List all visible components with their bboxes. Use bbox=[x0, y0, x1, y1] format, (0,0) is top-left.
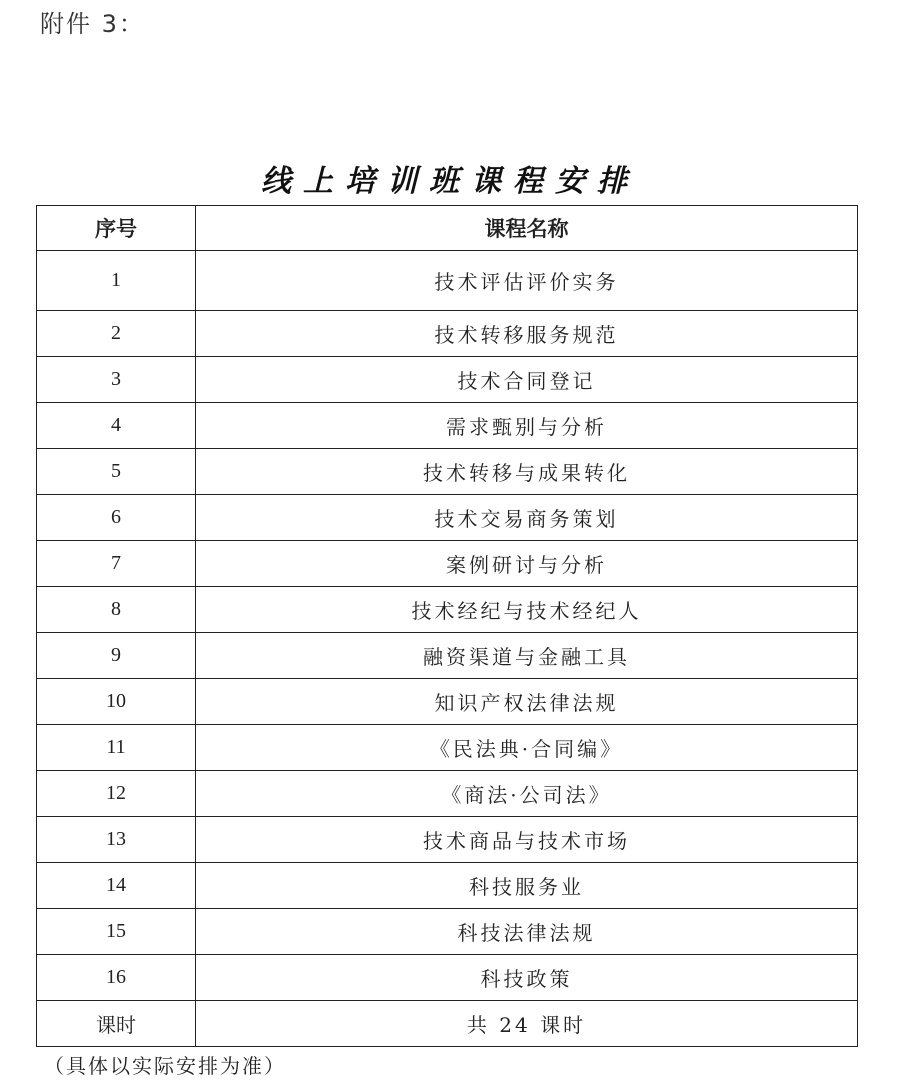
footnote: （具体以实际安排为准） bbox=[44, 1054, 286, 1078]
table-row bbox=[37, 633, 858, 679]
table-row bbox=[37, 587, 858, 633]
row-seq-cell: 5 bbox=[37, 449, 196, 495]
row-seq-cell: 8 bbox=[37, 587, 196, 633]
row-seq-cell: 16 bbox=[37, 955, 196, 1001]
row-seq-cell: 1 bbox=[37, 251, 196, 311]
table-row bbox=[37, 495, 858, 541]
row-course-name-cell: 技术经纪与技术经纪人 bbox=[196, 587, 858, 633]
row-course-name-cell: 融资渠道与金融工具 bbox=[196, 633, 858, 679]
row-course-name-cell: 科技服务业 bbox=[196, 863, 858, 909]
footer-label-cell: 课时 bbox=[37, 1001, 196, 1047]
table-row bbox=[37, 725, 858, 771]
table-row bbox=[37, 909, 858, 955]
row-seq-cell: 12 bbox=[37, 771, 196, 817]
row-seq-cell: 6 bbox=[37, 495, 196, 541]
course-schedule-table bbox=[36, 205, 858, 1047]
row-seq-cell: 4 bbox=[37, 403, 196, 449]
row-course-name-cell: 技术合同登记 bbox=[196, 357, 858, 403]
table-row bbox=[37, 403, 858, 449]
table-row bbox=[37, 679, 858, 725]
row-course-name-cell: 《民法典·合同编》 bbox=[196, 725, 858, 771]
row-seq-cell: 10 bbox=[37, 679, 196, 725]
row-seq-cell: 3 bbox=[37, 357, 196, 403]
attachment-label: 附件 3： bbox=[40, 10, 145, 38]
row-course-name-cell: 需求甄别与分析 bbox=[196, 403, 858, 449]
row-course-name-cell: 科技法律法规 bbox=[196, 909, 858, 955]
table-header-row bbox=[37, 206, 858, 251]
table-row bbox=[37, 449, 858, 495]
document-title: 线上培训班课程安排 bbox=[261, 164, 639, 199]
table-row bbox=[37, 251, 858, 311]
row-course-name-cell: 科技政策 bbox=[196, 955, 858, 1001]
table-row bbox=[37, 541, 858, 587]
row-course-name-cell: 知识产权法律法规 bbox=[196, 679, 858, 725]
footer-total-hours-cell: 共 24 课时 bbox=[196, 1001, 858, 1047]
row-seq-cell: 14 bbox=[37, 863, 196, 909]
row-seq-cell: 9 bbox=[37, 633, 196, 679]
row-seq-cell: 2 bbox=[37, 311, 196, 357]
row-course-name-cell: 《商法·公司法》 bbox=[196, 771, 858, 817]
table-row bbox=[37, 817, 858, 863]
table-row bbox=[37, 311, 858, 357]
row-seq-cell: 15 bbox=[37, 909, 196, 955]
row-course-name-cell: 技术转移服务规范 bbox=[196, 311, 858, 357]
row-seq-cell: 11 bbox=[37, 725, 196, 771]
row-course-name-cell: 技术转移与成果转化 bbox=[196, 449, 858, 495]
table-row bbox=[37, 357, 858, 403]
row-course-name-cell: 案例研讨与分析 bbox=[196, 541, 858, 587]
header-course-name: 课程名称 bbox=[196, 206, 858, 251]
row-course-name-cell: 技术评估评价实务 bbox=[196, 251, 858, 311]
header-seq: 序号 bbox=[37, 206, 196, 251]
table-footer-row bbox=[37, 1001, 858, 1047]
table-row bbox=[37, 863, 858, 909]
row-course-name-cell: 技术交易商务策划 bbox=[196, 495, 858, 541]
table-body bbox=[37, 251, 858, 1047]
row-seq-cell: 7 bbox=[37, 541, 196, 587]
row-course-name-cell: 技术商品与技术市场 bbox=[196, 817, 858, 863]
table-row bbox=[37, 771, 858, 817]
table-row bbox=[37, 955, 858, 1001]
row-seq-cell: 13 bbox=[37, 817, 196, 863]
